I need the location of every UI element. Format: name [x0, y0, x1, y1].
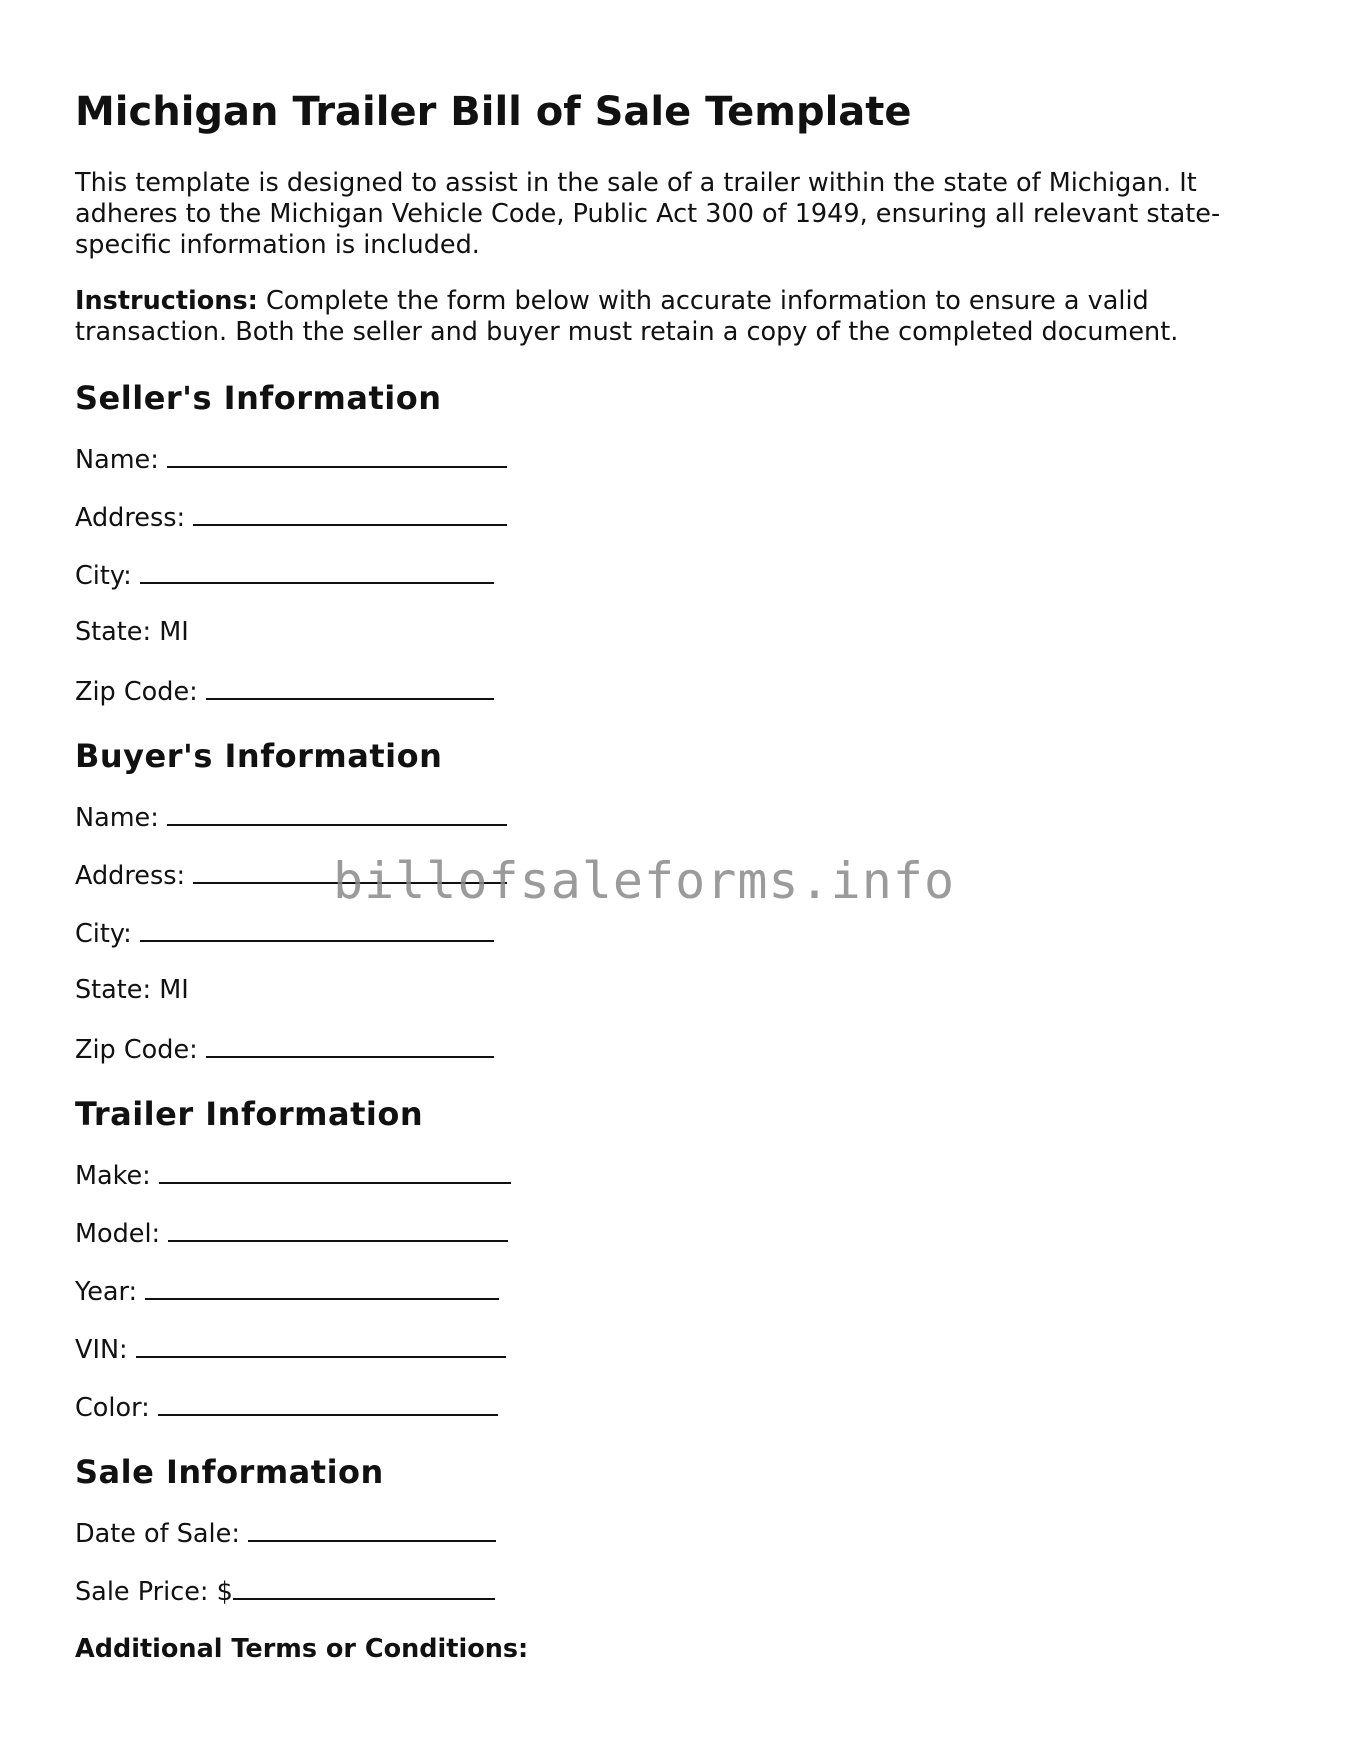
- sale-section: [75, 1452, 1265, 1664]
- seller-zip-label: Zip Code:: [75, 677, 198, 707]
- watermark: billofsaleforms.info: [333, 852, 956, 910]
- buyer-state-label: State: MI: [75, 975, 189, 1005]
- sale-date-field: [75, 1514, 1265, 1572]
- seller-name-blank[interactable]: [167, 440, 507, 468]
- instructions-label: Instructions:: [75, 286, 258, 316]
- sale-heading: Sale Information: [75, 1453, 384, 1491]
- seller-heading: Seller's Information: [75, 379, 442, 417]
- trailer-vin-label: VIN:: [75, 1335, 128, 1365]
- additional-terms-heading: Additional Terms or Conditions:: [75, 1634, 529, 1664]
- instructions-text: Complete the form below with accurate information to ensure a valid transaction. Both the seller and buyer must retain a copy of the completed document.: [75, 286, 1179, 347]
- buyer-name-label: Name:: [75, 803, 159, 833]
- page-title: Michigan Trailer Bill of Sale Template: [75, 89, 912, 135]
- buyer-state-field: [75, 972, 1265, 1030]
- trailer-make-blank[interactable]: [159, 1156, 511, 1184]
- sale-date-blank[interactable]: [248, 1514, 496, 1542]
- trailer-color-label: Color:: [75, 1393, 150, 1423]
- trailer-year-field: [75, 1272, 1265, 1330]
- intro-paragraph: This template is designed to assist in the sale of a trailer within the state of Michigan. It adheres to the Michigan Vehicle Code, Public Act 300 of 1949, ensuring all relevant state-specific information is included.: [75, 168, 1221, 260]
- seller-address-label: Address:: [75, 503, 186, 533]
- trailer-model-label: Model:: [75, 1219, 161, 1249]
- buyer-name-field: [75, 798, 1265, 856]
- seller-city-blank[interactable]: [140, 556, 494, 584]
- buyer-name-blank[interactable]: [167, 798, 507, 826]
- sale-date-label: Date of Sale:: [75, 1519, 240, 1549]
- trailer-make-field: [75, 1156, 1265, 1214]
- trailer-color-blank[interactable]: [158, 1388, 498, 1416]
- seller-address-field: [75, 498, 1265, 556]
- buyer-section: [75, 736, 1265, 1088]
- buyer-city-blank[interactable]: [140, 914, 494, 942]
- trailer-vin-field: [75, 1330, 1265, 1388]
- seller-zip-field: [75, 672, 1265, 730]
- sale-price-label: Sale Price: $: [75, 1577, 233, 1607]
- instructions-paragraph: [75, 286, 1265, 348]
- trailer-model-field: [75, 1214, 1265, 1272]
- buyer-zip-label: Zip Code:: [75, 1035, 198, 1065]
- trailer-color-field: [75, 1388, 1265, 1446]
- buyer-heading: Buyer's Information: [75, 737, 443, 775]
- seller-city-label: City:: [75, 561, 132, 591]
- trailer-year-label: Year:: [75, 1277, 138, 1307]
- buyer-city-label: City:: [75, 919, 132, 949]
- trailer-model-blank[interactable]: [168, 1214, 508, 1242]
- buyer-city-field: [75, 914, 1265, 972]
- trailer-vin-blank[interactable]: [136, 1330, 506, 1358]
- buyer-address-label: Address:: [75, 861, 186, 891]
- seller-zip-blank[interactable]: [206, 672, 494, 700]
- seller-address-blank[interactable]: [193, 498, 507, 526]
- buyer-zip-blank[interactable]: [206, 1030, 494, 1058]
- trailer-make-label: Make:: [75, 1161, 151, 1191]
- trailer-year-blank[interactable]: [145, 1272, 499, 1300]
- seller-section: [75, 378, 1265, 730]
- sale-price-field: [75, 1572, 1265, 1630]
- seller-state-field: [75, 614, 1265, 672]
- seller-name-label: Name:: [75, 445, 159, 475]
- sale-price-blank[interactable]: [233, 1572, 495, 1600]
- seller-state-label: State: MI: [75, 617, 189, 647]
- buyer-zip-field: [75, 1030, 1265, 1088]
- seller-name-field: [75, 440, 1265, 498]
- trailer-section: [75, 1094, 1265, 1446]
- trailer-heading: Trailer Information: [75, 1095, 424, 1133]
- seller-city-field: [75, 556, 1265, 614]
